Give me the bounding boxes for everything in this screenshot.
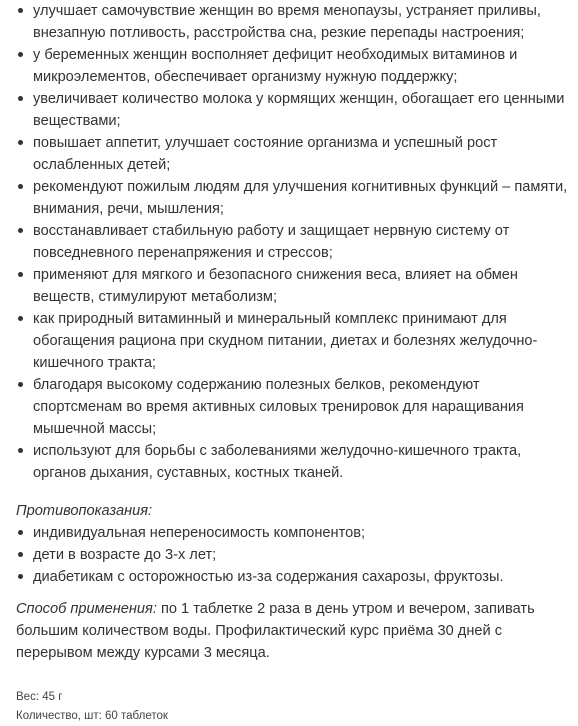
- usage-paragraph: [16, 598, 572, 664]
- contraindication-item: диабетикам с осторожностью из-за содержания сахарозы, фруктозы.: [16, 566, 572, 588]
- usage-text: по 1 таблетке 2 раза в день утром и вечером, запивать большим количеством воды. Профилактический курс приёма 30 дней с перерывом между курсами 3 месяца.: [16, 601, 535, 661]
- quantity-spec: Количество, шт: 60 таблеток: [16, 710, 168, 722]
- usage-label: Способ применения:: [16, 601, 157, 617]
- product-specs: [16, 688, 572, 726]
- benefit-item: увеличивает количество молока у кормящих женщин, обогащает его ценными веществами;: [16, 88, 572, 132]
- benefit-item: используют для борьбы с заболеваниями желудочно-кишечного тракта, органов дыхания, суставных, костных тканей.: [16, 440, 572, 484]
- contraindication-item: дети в возрасте до 3-х лет;: [16, 544, 572, 566]
- benefit-item: повышает аппетит, улучшает состояние организма и успешный рост ослабленных детей;: [16, 132, 572, 176]
- contraindications-title: Противопоказания:: [16, 503, 153, 519]
- benefits-list: [16, 0, 572, 484]
- weight-spec: Вес: 45 г: [16, 691, 63, 703]
- contraindication-item: индивидуальная непереносимость компонентов;: [16, 522, 572, 544]
- benefit-item: как природный витаминный и минеральный комплекс принимают для обогащения рациона при скудном питании, диетах и болезнях желудочно-кишечного тракта;: [16, 308, 572, 374]
- benefit-item: восстанавливает стабильную работу и защищает нервную систему от повседневного перенапряжения и стрессов;: [16, 220, 572, 264]
- benefit-item: применяют для мягкого и безопасного снижения веса, влияет на обмен веществ, стимулируют метаболизм;: [16, 264, 572, 308]
- benefit-item: рекомендуют пожилым людям для улучшения когнитивных функций – памяти, внимания, речи, мышления;: [16, 176, 572, 220]
- benefit-item: улучшает самочувствие женщин во время менопаузы, устраняет приливы, внезапную потливость, расстройства сна, резкие перепады настроения;: [16, 0, 572, 44]
- contraindications-list: [16, 522, 572, 588]
- benefit-item: благодаря высокому содержанию полезных белков, рекомендуют спортсменам во время активных силовых тренировок для наращивания мышечной массы;: [16, 374, 572, 440]
- benefit-item: у беременных женщин восполняет дефицит необходимых витаминов и микроэлементов, обеспечивает организму нужную поддержку;: [16, 44, 572, 88]
